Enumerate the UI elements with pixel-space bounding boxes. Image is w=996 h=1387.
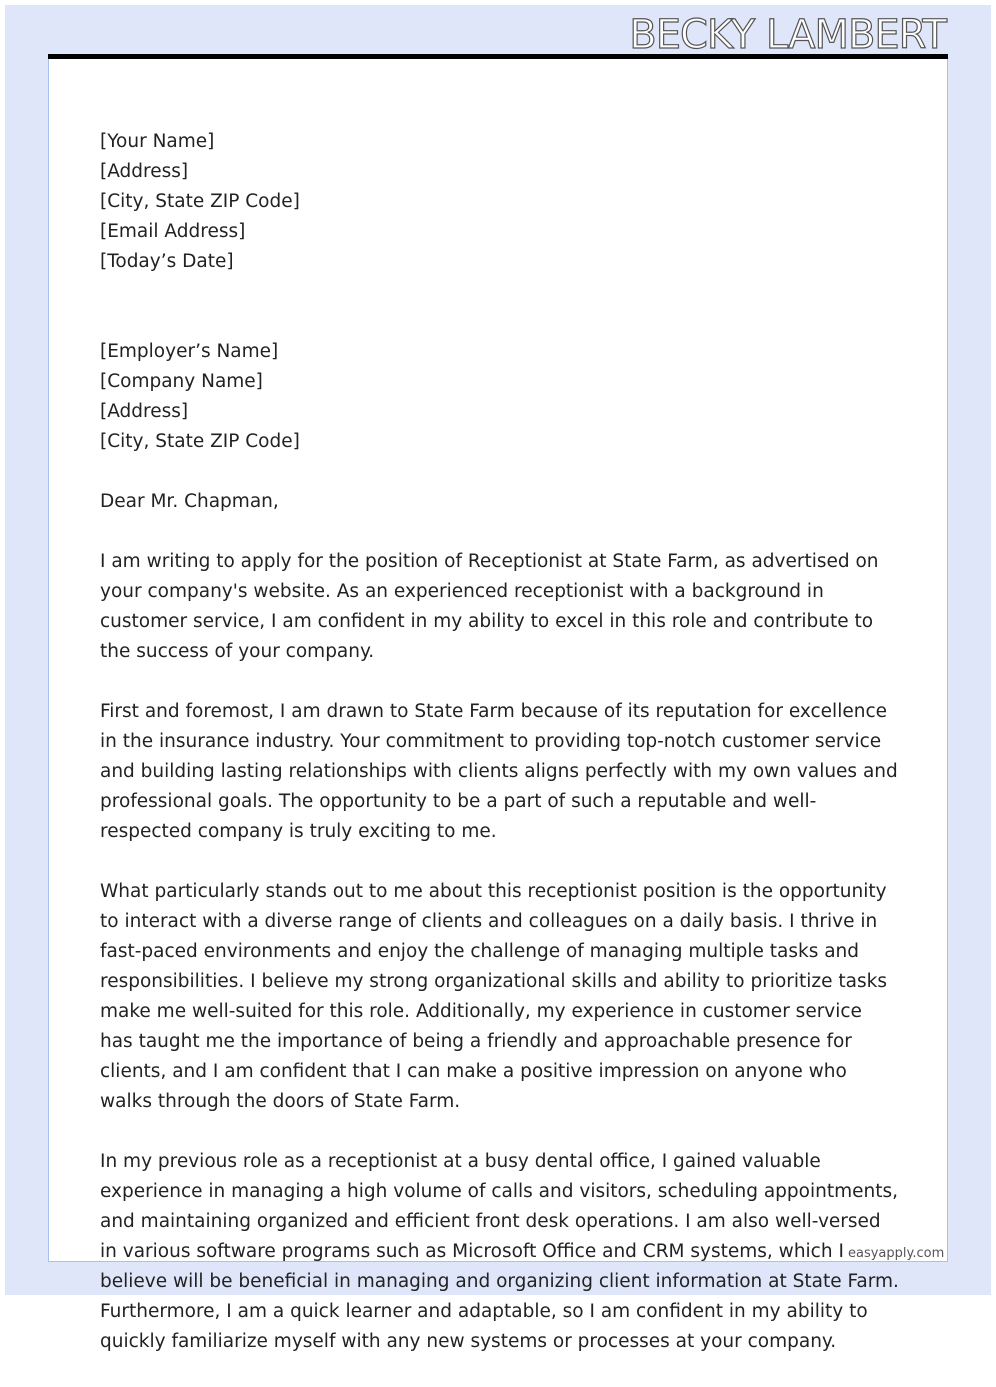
paragraph: First and foremost, I am drawn to State Farm because of its reputation for excellence in the insurance industry. Your commitment to providing top-notch customer service and building lasting relationships with clients aligns perfectly with my own values and professional goals. The opportunity to be a part of such a reputable and well-respected company is truly exciting to me. bbox=[100, 701, 898, 842]
paragraph: What particularly stands out to me about this receptionist position is the opportunity to interact with a diverse range of clients and colleagues on a daily basis. I thrive in fast-paced environments and enjoy the challenge of managing multiple tasks and responsibilities. I believe my strong organizational skills and ability to prioritize tasks make me well-suited for this role. Additionally, my experience in customer service has taught me the importance of being a friendly and approachable presence for clients, and I am confident that I can make a positive impression on anyone who walks through the doors of State Farm. bbox=[100, 881, 887, 1112]
recipient-line: [Company Name] bbox=[100, 371, 263, 392]
recipient-block bbox=[100, 337, 900, 457]
letter-body bbox=[100, 97, 900, 1387]
paragraph: In my previous role as a receptionist at a busy dental office, I gained valuable experience in managing a high volume of calls and visitors, scheduling appointments, and maintaining organized and efficient front desk operations. I am also well-versed in various software programs such as Microsoft Office and CRM systems, which I believe will be beneficial in managing and organizing client information at State Farm. Furthermore, I am a quick learner and adaptable, so I am confident in my ability to quickly familiarize myself with any new systems or processes at your company. bbox=[100, 1151, 899, 1352]
sender-line: [City, State ZIP Code] bbox=[100, 191, 300, 212]
sender-line: [Today’s Date] bbox=[100, 251, 234, 272]
sender-line: [Your Name] bbox=[100, 131, 215, 152]
paragraph: I am writing to apply for the position of Receptionist at State Farm, as advertised on your company's website. As an experienced receptionist with a background in customer service, I am confident in my ability to excel in this role and contribute to the success of your company. bbox=[100, 551, 879, 662]
recipient-line: [Address] bbox=[100, 401, 189, 422]
recipient-line: [City, State ZIP Code] bbox=[100, 431, 300, 452]
salutation: Dear Mr. Chapman, bbox=[100, 491, 279, 512]
watermark: easyapply.com bbox=[848, 1246, 945, 1261]
recipient-line: [Employer’s Name] bbox=[100, 341, 279, 362]
sender-line: [Email Address] bbox=[100, 221, 246, 242]
applicant-name: BECKY LAMBERT bbox=[629, 12, 946, 58]
sender-line: [Address] bbox=[100, 161, 189, 182]
